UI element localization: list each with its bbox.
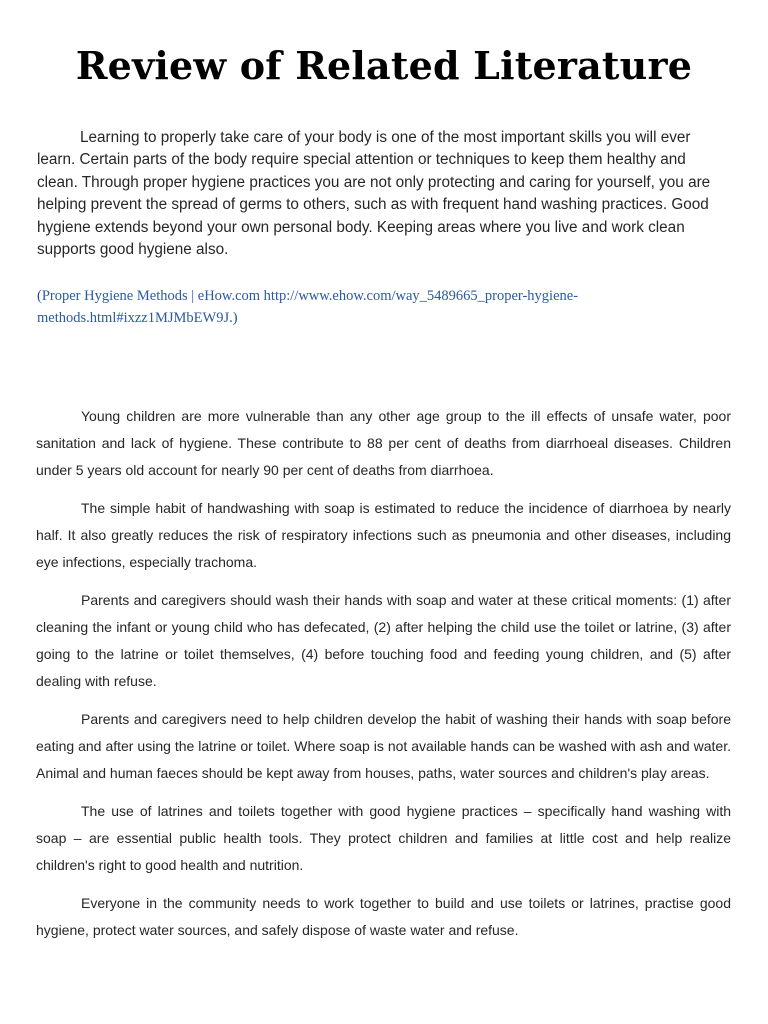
citation-open-paren: ( [37, 288, 42, 304]
body-text [36, 403, 731, 955]
paragraph: Everyone in the community needs to work together to build and use toilets or latrines, practise good hygiene, protect water sources, and safely dispose of waste water and refuse. [36, 895, 731, 938]
paragraph: The use of latrines and toilets together with good hygiene practices – specifically hand washing with soap – are essential public health tools. They protect children and families at little cost and help realize children's right to good health and nutrition. [36, 803, 731, 873]
citation-close: .) [229, 310, 238, 326]
paragraph: Parents and caregivers should wash their hands with soap and water at these critical moments: (1) after cleaning the infant or young child who has defecated, (2) after helping the child use the toilet or latrine, (3) after going to the latrine or toilet themselves, (4) before touching food and feeding young children, and (5) after dealing with refuse. [36, 592, 731, 689]
paragraph: Parents and caregivers need to help children develop the habit of washing their hands with soap before eating and after using the latrine or toilet. Where soap is not available hands can be washed with ash and water. Animal and human faeces should be kept away from houses, paths, water sources and children's play areas. [36, 711, 731, 781]
citation [37, 285, 727, 329]
paragraph: Young children are more vulnerable than any other age group to the ill effects of unsafe water, poor sanitation and lack of hygiene. These contribute to 88 per cent of deaths from diarrhoeal diseases. Children under 5 years old account for nearly 90 per cent of deaths from diarrhoea. [36, 408, 731, 478]
page-title: Review of Related Literature [75, 43, 693, 88]
intro-paragraph: Learning to properly take care of your body is one of the most important skills you will ever learn. Certain parts of the body require special attention or techniques to keep them healthy and clean. Through proper hygiene practices you are not only protecting and caring for yourself, you are helping prevent the spread of germs to others, such as with frequent hand washing practices. Good hygiene extends beyond your own personal body. Keeping areas where you live and work clean supports good hygiene also. [37, 129, 711, 259]
paragraph: The simple habit of handwashing with soap is estimated to reduce the incidence of diarrhoea by nearly half. It also greatly reduces the risk of respiratory infections such as pneumonia and other diseases, including eye infections, especially trachoma. [36, 500, 731, 570]
citation-link[interactable]: Proper Hygiene Methods | eHow.com http://www.ehow.com/way_5489665_proper-hygiene-methods.html#ixzz1MJMbEW9J [37, 288, 579, 326]
